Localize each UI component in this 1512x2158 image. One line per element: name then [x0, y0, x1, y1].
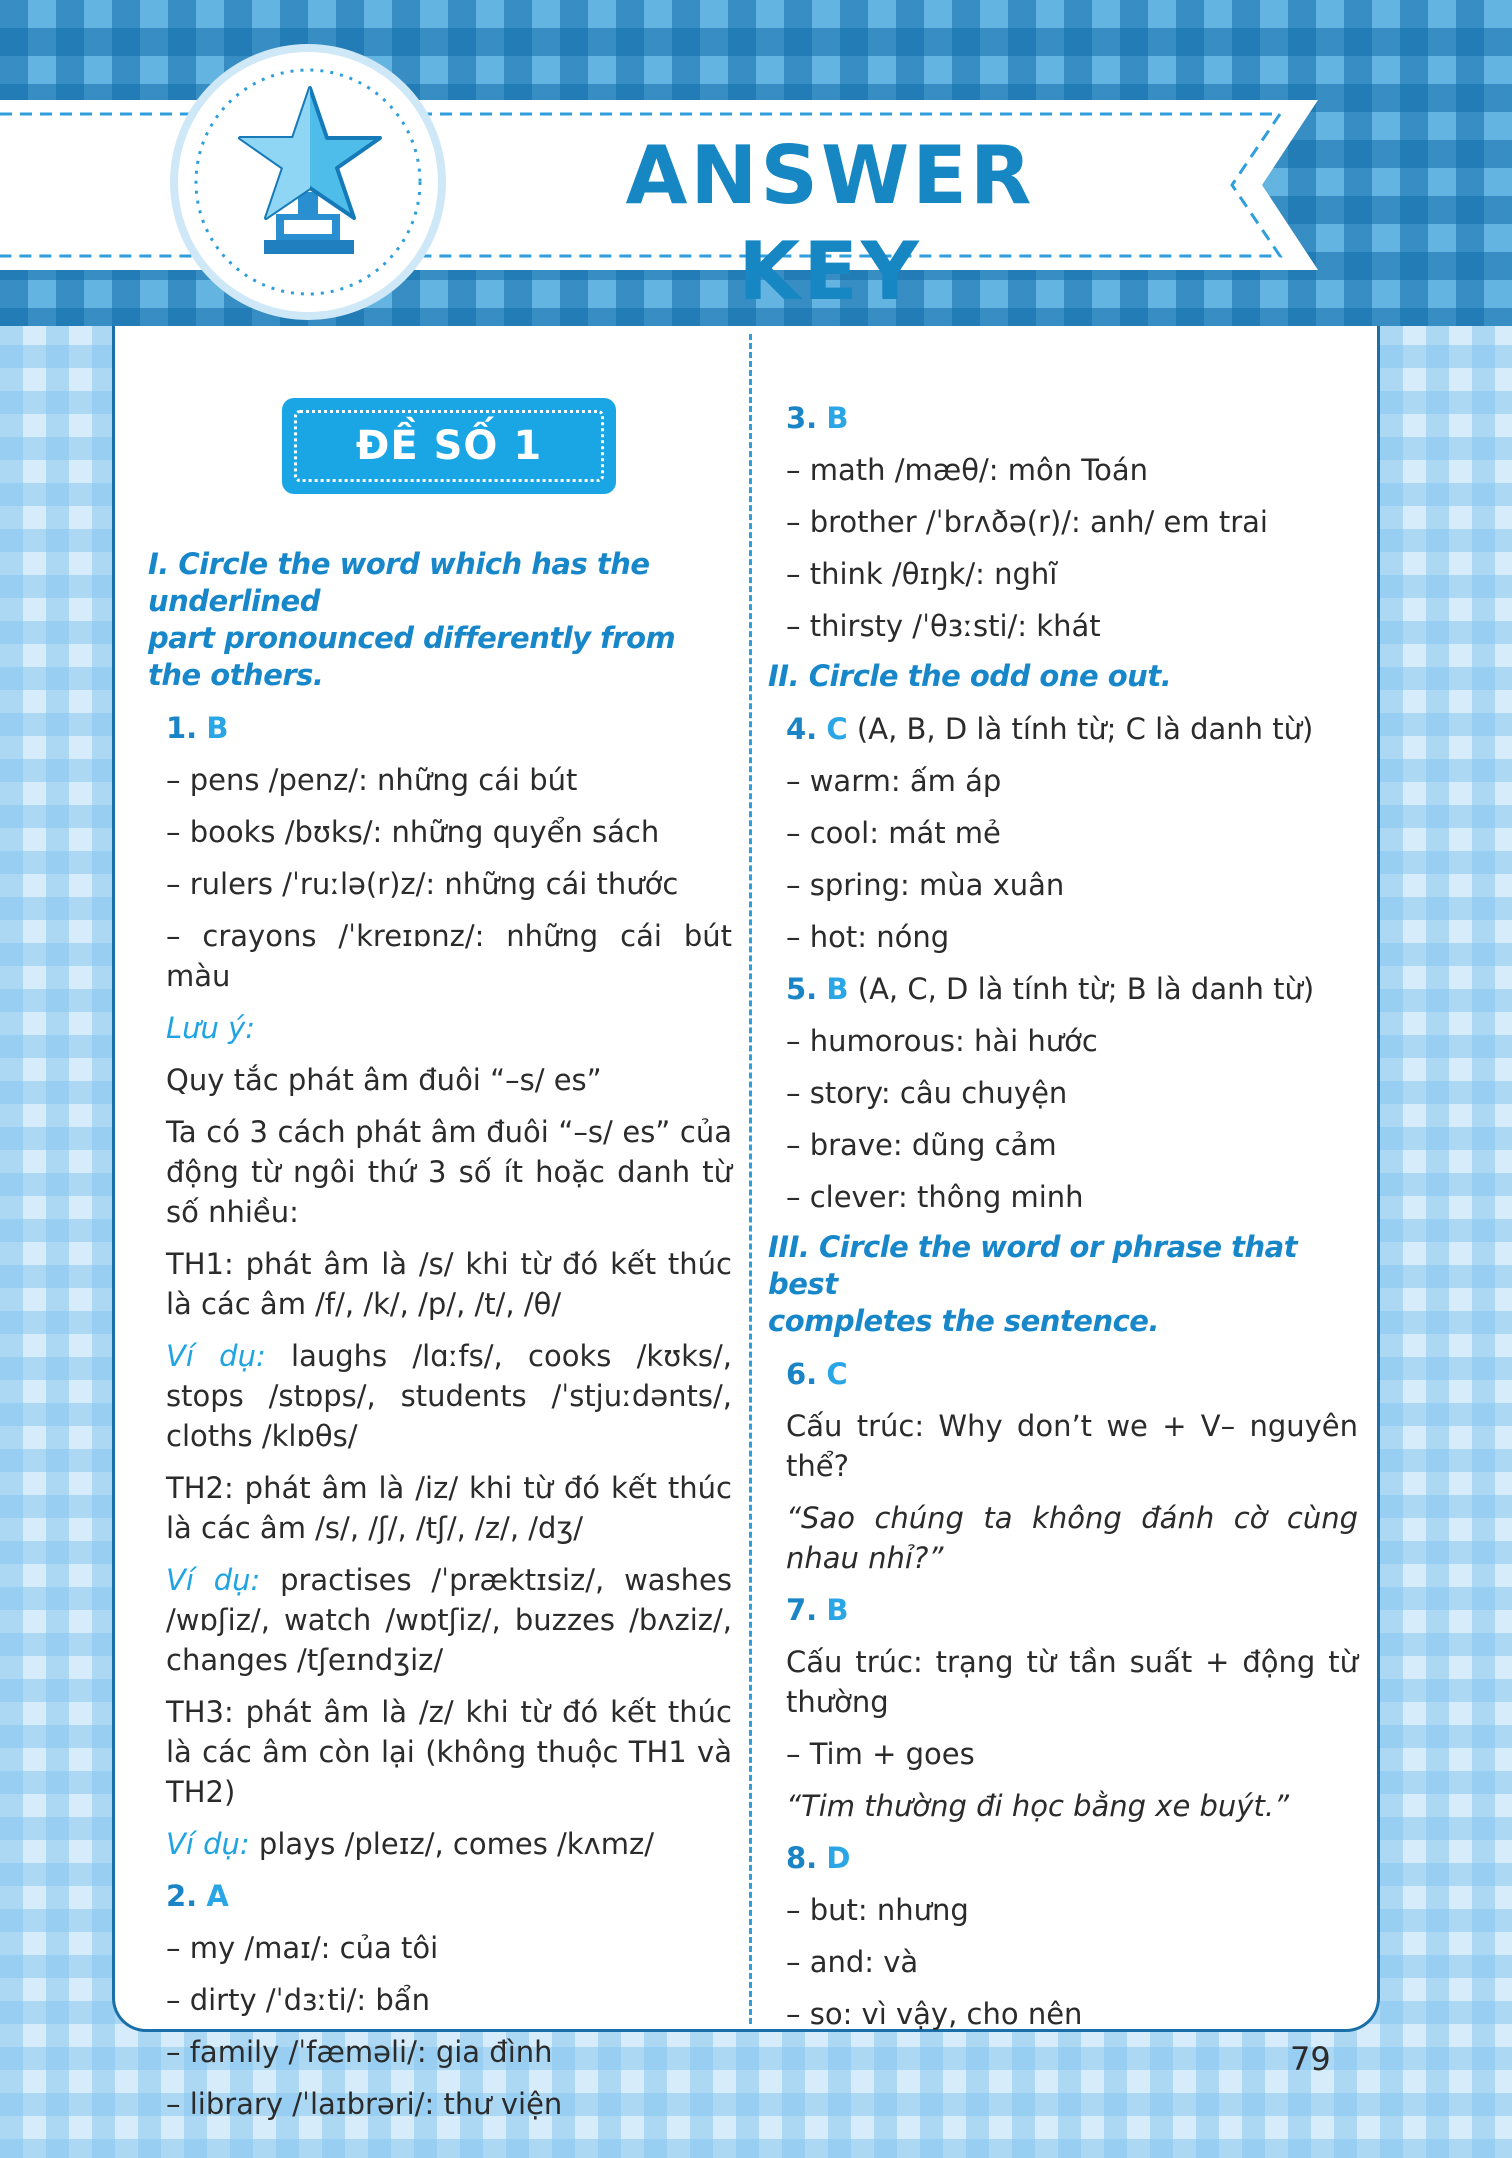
q3-line: – math /mæθ/: môn Toán — [786, 453, 1148, 487]
q7-translation: “Tim thường đi học bằng xe buýt.” — [786, 1789, 1290, 1823]
note-label: Lưu ý: — [166, 1011, 256, 1045]
note-example-1 — [166, 1336, 732, 1456]
section-2-heading: II. Circle the odd one out. — [768, 659, 1172, 693]
q3-letter: B — [826, 401, 849, 435]
section-1-heading-line2: part pronounced differently from the others. — [148, 621, 676, 692]
right-column — [768, 398, 1358, 2046]
q6-structure: Cấu trúc: Why don’t we + V– nguyên thể? — [786, 1409, 1358, 1483]
section-3-heading — [768, 1229, 1358, 1340]
q2-number: 2. — [166, 1879, 198, 1913]
page-number: 79 — [1290, 2040, 1331, 2078]
q8-line: – but: nhưng — [786, 1893, 969, 1927]
q6-number: 6. — [786, 1357, 818, 1391]
q5-line: – clever: thông minh — [786, 1180, 1084, 1214]
q2-line: – dirty /ˈdɜːti/: bẩn — [166, 1983, 430, 2017]
q3-line: – brother /ˈbrʌðə(r)/: anh/ em trai — [786, 505, 1268, 539]
q4-letter: C — [826, 712, 848, 746]
q7-number: 7. — [786, 1593, 818, 1627]
q3-answer — [786, 398, 1358, 438]
column-divider — [749, 334, 752, 2024]
q5-line: – humorous: hài hước — [786, 1024, 1098, 1058]
q8-line: – and: và — [786, 1945, 919, 1979]
note-th2: TH2: phát âm là /iz/ khi từ đó kết thúc là các âm /s/, /ʃ/, /tʃ/, /z/, /dʒ/ — [166, 1471, 732, 1545]
example-label: Ví dụ: — [166, 1827, 250, 1861]
q8-number: 8. — [786, 1841, 818, 1875]
q2-line: – library /ˈlaɪbrəri/: thư viện — [166, 2087, 563, 2121]
note-intro: Ta có 3 cách phát âm đuôi “–s/ es” của động từ ngôi thứ 3 số ít hoặc danh từ số nhiều: — [166, 1115, 732, 1229]
q4-note: (A, B, D là tính từ; C là danh từ) — [847, 712, 1314, 746]
example-label: Ví dụ: — [166, 1563, 261, 1597]
q5-letter: B — [826, 972, 849, 1006]
q6-letter: C — [826, 1357, 848, 1391]
q3-line: – thirsty /ˈθɜːsti/: khát — [786, 609, 1101, 643]
q8-line: – so: vì vậy, cho nên — [786, 1997, 1083, 2031]
q3-number: 3. — [786, 401, 818, 435]
q4-line: – cool: mát mẻ — [786, 816, 1001, 850]
section-1-heading-line1: I. Circle the word which has the underlined — [148, 547, 650, 618]
q1-letter: B — [206, 711, 229, 745]
left-column — [148, 392, 732, 2136]
example-3-text: plays /pleɪz/, comes /kʌmz/ — [249, 1827, 654, 1861]
example-label: Ví dụ: — [166, 1339, 266, 1373]
q1-line: – rulers /ˈruːlə(r)z/: những cái thước — [166, 867, 679, 901]
example-2-text: practises /ˈpræktɪsiz/, washes /wɒʃiz/, watch /wɒtʃiz/, buzzes /bʌziz/, changes /tʃeɪndʒiz/ — [166, 1563, 732, 1677]
q5-number: 5. — [786, 972, 818, 1006]
section-3-heading-line2: completes the sentence. — [768, 1304, 1159, 1338]
q2-line: – family /ˈfæməli/: gia đình — [166, 2035, 553, 2069]
section-1-heading — [148, 546, 732, 694]
q2-answer — [166, 1876, 732, 1916]
note-example-2 — [166, 1560, 732, 1680]
q4-line: – warm: ấm áp — [786, 764, 1002, 798]
q4-answer — [786, 709, 1358, 749]
note-example-3 — [166, 1824, 732, 1864]
section-3-heading-line1: III. Circle the word or phrase that best — [768, 1230, 1298, 1301]
q4-line: – spring: mùa xuân — [786, 868, 1065, 902]
q7-letter: B — [826, 1593, 849, 1627]
q1-line: – pens /penz/: những cái bút — [166, 763, 578, 797]
q6-answer — [786, 1354, 1358, 1394]
note-rule: Quy tắc phát âm đuôi “–s/ es” — [166, 1063, 602, 1097]
example-1-text: laughs /lɑːfs/, cooks /kʊks/, stops /stɒps/, students /ˈstjuːdənts/, cloths /klɒθs/ — [166, 1339, 732, 1453]
q4-line: – hot: nóng — [786, 920, 950, 954]
q1-number: 1. — [166, 711, 198, 745]
note-th1: TH1: phát âm là /s/ khi từ đó kết thúc là các âm /f/, /k/, /p/, /t/, /θ/ — [166, 1247, 732, 1321]
q6-translation: “Sao chúng ta không đánh cờ cùng nhau nhỉ?” — [786, 1501, 1358, 1575]
q1-answer — [166, 708, 732, 748]
q4-number: 4. — [786, 712, 818, 746]
q2-line: – my /maɪ/: của tôi — [166, 1931, 439, 1965]
q5-line: – story: câu chuyện — [786, 1076, 1068, 1110]
badge-label: ĐỀ SỐ 1 — [355, 423, 543, 469]
q5-answer — [786, 969, 1358, 1009]
q5-line: – brave: dũng cảm — [786, 1128, 1057, 1162]
q8-answer — [786, 1838, 1358, 1878]
page-title: ANSWER KEY — [625, 129, 1035, 318]
q1-line: – crayons /ˈkreɪɒnz/: những cái bút màu — [166, 919, 732, 993]
q7-structure: Cấu trúc: trạng từ tần suất + động từ thường — [786, 1645, 1358, 1719]
header-banner — [0, 0, 1512, 326]
badge-spacer — [148, 392, 732, 546]
q8-letter: D — [826, 1841, 851, 1875]
note-th3: TH3: phát âm là /z/ khi từ đó kết thúc là các âm còn lại (không thuộc TH1 và TH2) — [166, 1695, 732, 1809]
q1-line: – books /bʊks/: những quyển sách — [166, 815, 660, 849]
q7-answer — [786, 1590, 1358, 1630]
q3-line: – think /θɪŋk/: nghĩ — [786, 557, 1058, 591]
q7-line: – Tim + goes — [786, 1737, 975, 1771]
q2-letter: A — [206, 1879, 229, 1913]
q5-note: (A, C, D là tính từ; B là danh từ) — [848, 972, 1315, 1006]
